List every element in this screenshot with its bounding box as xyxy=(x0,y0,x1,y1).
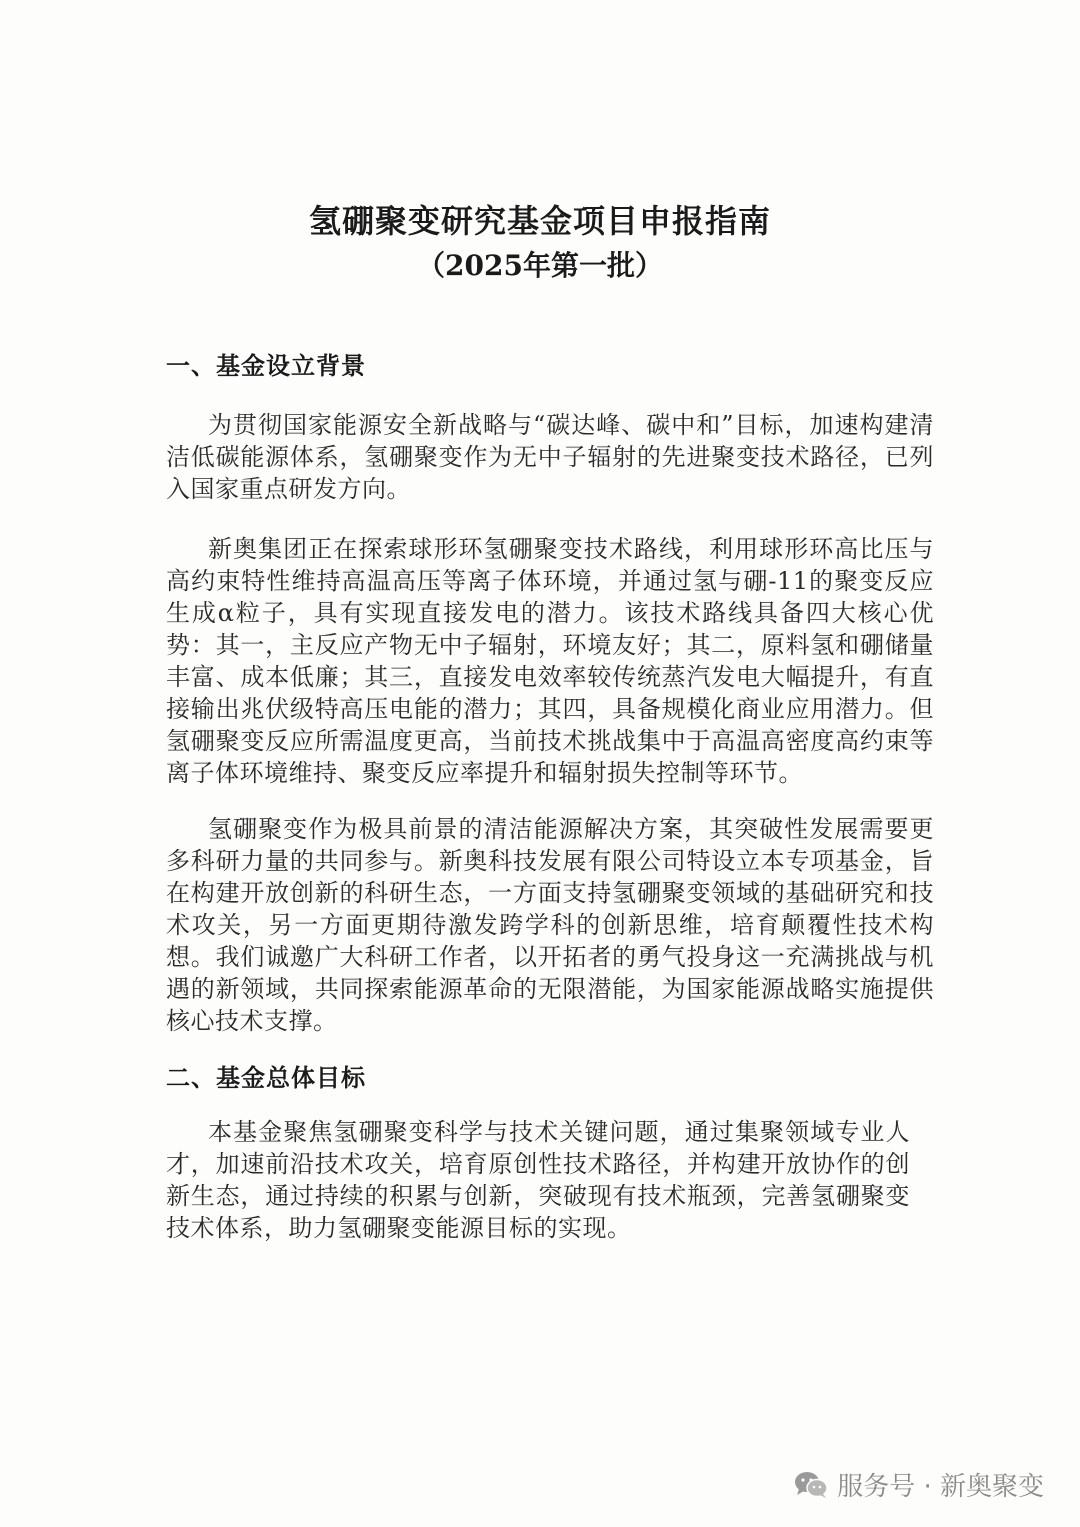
document-subtitle: （2025年第一批） xyxy=(417,249,663,282)
document-title: 氢硼聚变研究基金项目申报指南 xyxy=(308,202,771,240)
paragraph-goals-1: 本基金聚焦氢硼聚变科学与技术关键问题，通过集聚领域专业人才，加速前沿技术攻关，培育原创性技术路径，并构建开放协作的创新生态，通过持续的积累与创新，突破现有技术瓶颈，完善氢硼聚变技术体系，助力氢硼聚变能源目标的实现。 xyxy=(166,1118,910,1242)
section-heading-background: 一、基金设立背景 xyxy=(166,351,366,380)
watermark-text: 服务号 · 新奥聚变 xyxy=(837,1472,1044,1502)
section-heading-goals: 二、基金总体目标 xyxy=(166,1063,366,1092)
paragraph-background-2: 新奥集团正在探索球形环氢硼聚变技术路线，利用球形环高比压与高约束特性维持高温高压等离子体环境，并通过氢与硼-11的聚变反应生成α粒子，具有实现直接发电的潜力。该技术路线具备四大核心优势：其一，主反应产物无中子辐射，环境友好；其二，原料氢和硼储量丰富、成本低廉；其三，直接发电效率较传统蒸汽发电大幅提升，有直接输出兆伏级特高压电能的潜力；其四，具备规模化商业应用潜力。但氢硼聚变反应所需温度更高，当前技术挑战集中于高温高密度高约束等离子体环境维持、聚变反应率提升和辐射损失控制等环节。 xyxy=(166,535,934,787)
paragraph-background-3: 氢硼聚变作为极具前景的清洁能源解决方案，其突破性发展需要更多科研力量的共同参与。新奥科技发展有限公司特设立本专项基金，旨在构建开放创新的科研生态，一方面支持氢硼聚变领域的基础研究和技术攻关，另一方面更期待激发跨学科的创新思维，培育颠覆性技术构想。我们诚邀广大科研工作者，以开拓者的勇气投身这一充满挑战与机遇的新领域，共同探索能源革命的无限潜能，为国家能源战略实施提供核心技术支撑。 xyxy=(166,815,934,1035)
paragraph-background-1: 为贯彻国家能源安全新战略与“碳达峰、碳中和”目标，加速构建清洁低碳能源体系，氢硼聚变作为无中子辐射的先进聚变技术路径，已列入国家重点研发方向。 xyxy=(166,411,934,503)
watermark xyxy=(793,1466,1044,1503)
wechat-icon xyxy=(793,1470,829,1500)
